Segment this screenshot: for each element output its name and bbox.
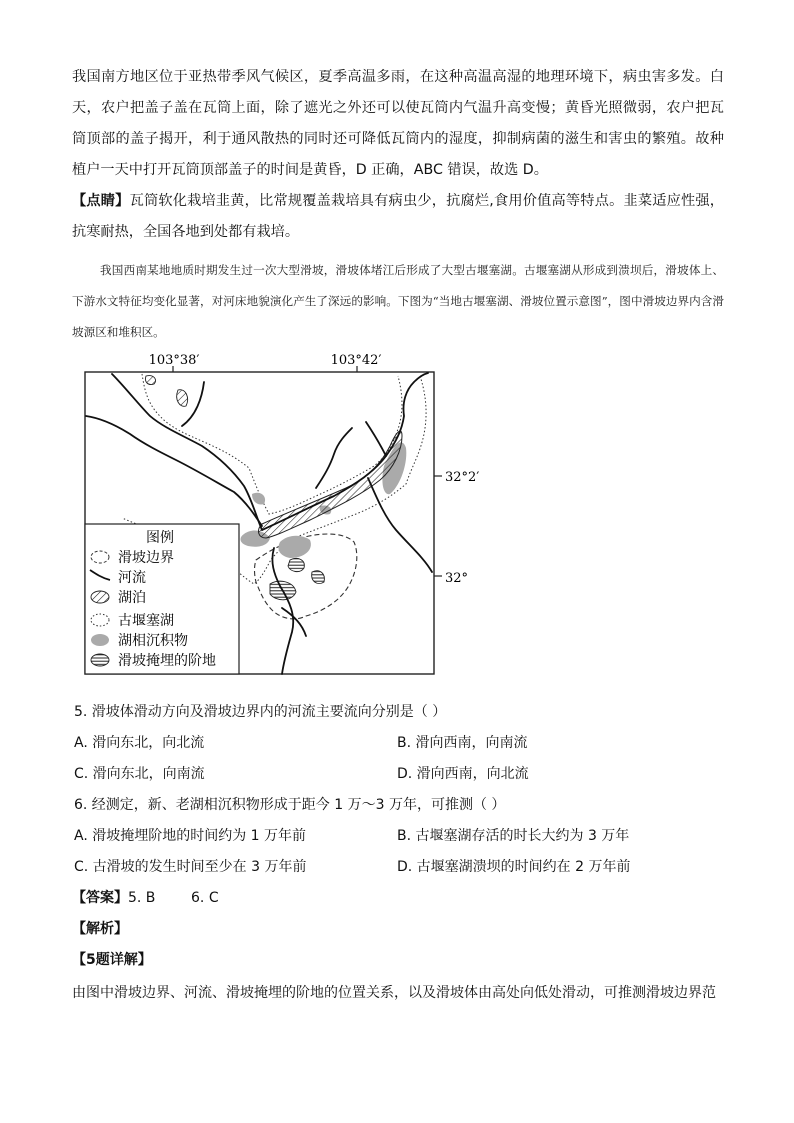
answer-label: 【答案】 — [72, 890, 128, 906]
question-5-option-d: D. 滑向西南，向北流 — [397, 766, 529, 782]
detail-label: 【5题详解】 — [72, 952, 152, 968]
tip-paragraph — [72, 186, 724, 248]
legend-river: 河流 — [118, 570, 146, 586]
legend-buried-terrace-symbol — [91, 654, 109, 666]
legend-title: 图例 — [146, 530, 174, 546]
lat-label-south: 32° — [445, 571, 469, 586]
buried-terrace — [312, 571, 325, 584]
landslide-map-figure — [84, 346, 504, 676]
legend-buried-terrace: 滑坡掩埋的阶地 — [118, 653, 216, 669]
explanation-paragraph: 我国南方地区位于亚热带季风气候区，夏季高温多雨，在这种高温高湿的地理环境下，病虫害多发。白天，农户把盖子盖在瓦筒上面，除了遮光之外还可以使瓦筒内气温升高变慢；黄昏光照微弱，农户把瓦筒顶部的盖子揭开，利于通风散热的同时还可降低瓦筒内的湿度，抑制病菌的滋生和害虫的繁殖。故种植户一天中打开瓦筒顶部盖子的时间是黄昏，D 正确，ABC 错误，故选 D。 — [72, 69, 724, 178]
buried-terrace — [288, 558, 304, 571]
legend-lake-deposit-symbol — [91, 634, 109, 646]
material-intro: 我国西南某地地质时期发生过一次大型滑坡，滑坡体堵江后形成了大型古堰塞湖。古堰塞湖从形成到溃坝后，滑坡体上、下游水文特征均变化显著，对河床地貌演化产生了深远的影响。下图为“当地古堰塞湖、滑坡位置示意图”，图中滑坡边界内含滑坡源区和堆积区。 — [72, 263, 724, 339]
analysis-label: 【解析】 — [72, 921, 128, 937]
lat-label-north: 32°2′ — [445, 470, 480, 485]
question-6-option-c: C. 古滑坡的发生时间至少在 3 万年前 — [74, 859, 307, 875]
answer-text: 5. B 6. C — [128, 890, 219, 906]
question-6-option-b: B. 古堰塞湖存活的时长大约为 3 万年 — [397, 828, 630, 844]
question-5-option-b: B. 滑向西南，向南流 — [397, 735, 528, 751]
tip-label: 【点睛】 — [72, 193, 130, 209]
question-5-option-c: C. 滑向东北，向南流 — [74, 766, 205, 782]
landslide-map — [84, 346, 504, 676]
answer-line — [72, 888, 219, 908]
legend-landslide-boundary: 滑坡边界 — [118, 550, 174, 566]
question-6-option-a: A. 滑坡掩埋阶地的时间约为 1 万年前 — [74, 828, 307, 844]
lake — [145, 376, 155, 385]
legend-lake: 湖泊 — [118, 590, 146, 606]
question-6-stem: 6. 经测定，新、老湖相沉积物形成于距今 1 万～3 万年，可推测（ ） — [74, 797, 506, 813]
lon-label-east: 103°42′ — [330, 353, 382, 368]
legend-lake-deposit: 湖相沉积物 — [118, 633, 188, 649]
legend-ancient-lake: 古堰塞湖 — [118, 613, 174, 629]
lon-label-west: 103°38′ — [148, 353, 200, 368]
tip-text: 瓦筒软化栽培韭黄，比常规覆盖栽培具有病虫少，抗腐烂,食用价值高等特点。韭菜适应性强，抗寒耐热，全国各地到处都有栽培。 — [72, 193, 724, 240]
question-5-stem: 5. 滑坡体滑动方向及滑坡边界内的河流主要流向分别是（ ） — [74, 704, 447, 720]
question-5-option-a: A. 滑向东北，向北流 — [74, 735, 205, 751]
detail-text: 由图中滑坡边界、河流、滑坡掩埋的阶地的位置关系，以及滑坡体由高处向低处滑动，可推测滑坡边界范 — [72, 985, 716, 1001]
legend-lake-symbol — [91, 591, 109, 603]
question-6-option-d: D. 古堰塞湖溃坝的时间约在 2 万年前 — [397, 859, 631, 875]
